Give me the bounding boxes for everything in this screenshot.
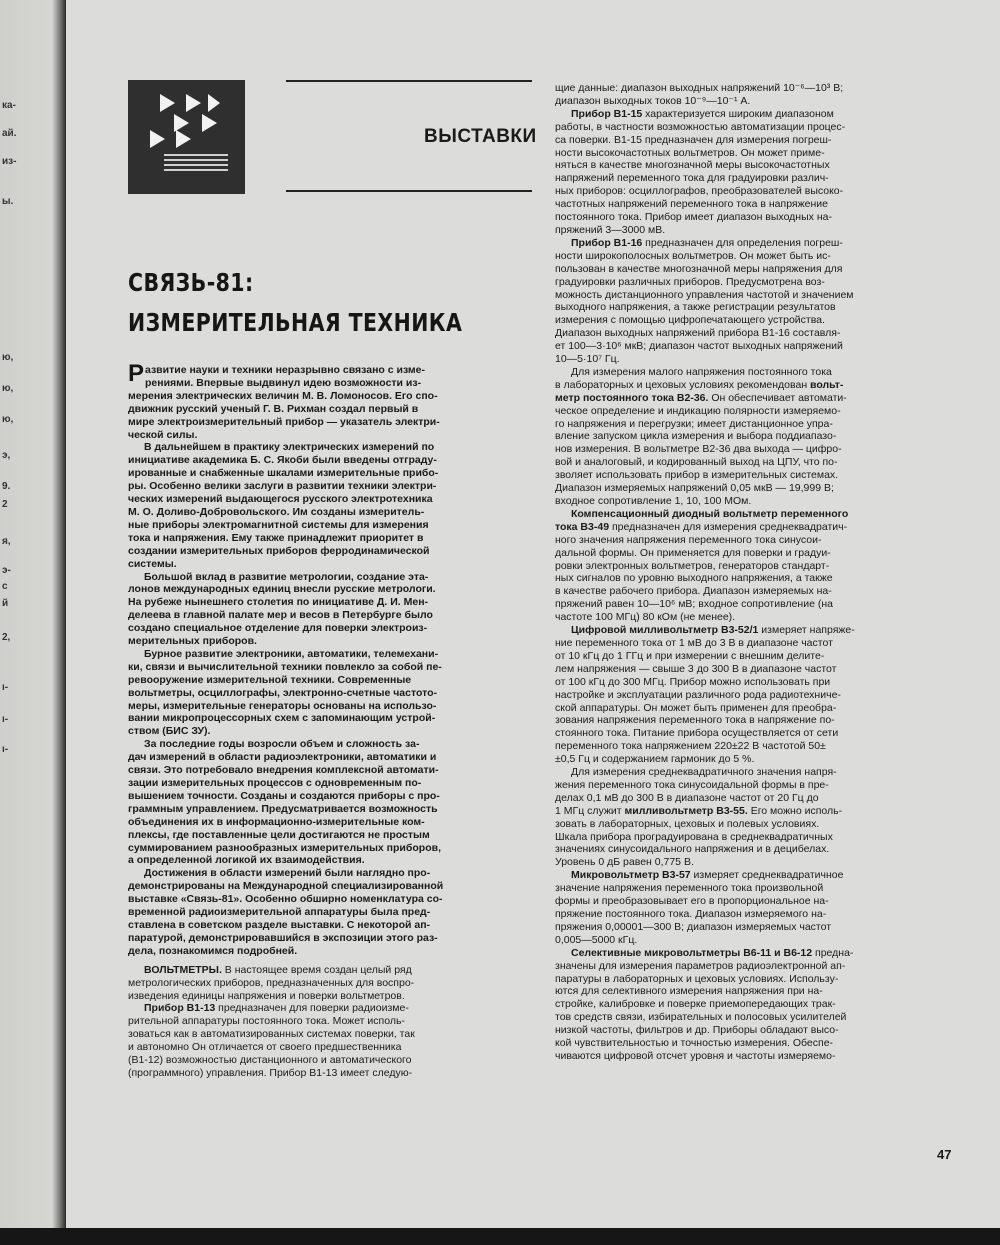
- text-line: частоте 100 МГц) 80 кОм (не менее).: [555, 611, 736, 624]
- text-line: частотных напряжений переменного тока в напряжение: [555, 198, 828, 211]
- text-line: зволяет использовать прибор в измерительных системах.: [555, 469, 839, 482]
- drop-cap: Р: [128, 360, 145, 387]
- text-line: ревооружение измерительной техники. Современные: [128, 673, 412, 686]
- text-line: ческое определение и индикацию полярности измеряемо-: [555, 404, 841, 417]
- text-line: (В1-12) возможностью дистанционного и автоматического: [128, 1054, 412, 1067]
- text-line: ческой силы.: [128, 428, 198, 441]
- logo-triangle: [202, 114, 217, 132]
- text-line: рениями. Впервые выдвинул идею возможности из-: [145, 376, 422, 389]
- text-line: переменного тока напряжением 220±22 В частотой 50±: [555, 740, 826, 753]
- section-rule-bottom: [286, 190, 532, 192]
- gutter-fragment: ı-: [2, 682, 9, 693]
- text-line: в лабораторных и цеховых условиях рекомендован вольт-: [555, 378, 844, 391]
- text-line: Диапазон выходных напряжений прибора В1-16 составля-: [555, 327, 841, 340]
- text-line: 10—5·10⁷ Гц.: [555, 353, 620, 366]
- text-line: паратурой, демонстрировавшийся в экспозиции этого раз-: [128, 931, 438, 944]
- text-line: можность дистанционного управления частотой и значением: [555, 288, 854, 301]
- article-column-left: [128, 364, 528, 1080]
- text-line: М. О. Доливо-Добровольского. Им созданы измеритель-: [128, 505, 425, 518]
- text-line: от 10 кГц до 1 ГГц и при измерении с внешним делите-: [555, 649, 825, 662]
- text-line: низкой частоты, фильтров и др. Приборы обладают высо-: [555, 1024, 839, 1037]
- text-line: суммированием разнообразных измерительных приборов,: [128, 841, 441, 854]
- text-line: зоваться как в автоматизированных системах поверки, так: [128, 1028, 415, 1041]
- text-line: ных приборов: осциллографов, преобразователей высоко-: [555, 185, 844, 198]
- logo-triangle: [176, 130, 191, 148]
- text-line: зования напряжения переменного тока в напряжение по-: [555, 714, 835, 727]
- text-line: пряжения 0,00001—300 В; диапазон измеряемых частот: [555, 920, 832, 933]
- text-line: метр постоянного тока В2-36. Он обеспечивает автомати-: [555, 391, 847, 404]
- text-line: ческих измерений выдающегося русского электротехника: [128, 493, 433, 506]
- text-line: настройке и эксплуатации различного рода радиотехниче-: [555, 688, 841, 701]
- gutter-fragment: э,: [2, 450, 11, 461]
- text-line: метрологических приборов, предназначенных для воспро-: [128, 976, 415, 989]
- text-line: За последние годы возросли объем и сложность за-: [144, 738, 420, 751]
- text-line: чиваются цифровой отсчет уровня и частоты измеряемо-: [555, 1049, 836, 1062]
- text-line: вышением точности. Созданы и создаются приборы с про-: [128, 789, 440, 802]
- article-headline-line1: СВЯЗЬ-81:: [128, 268, 254, 297]
- gutter-fragment: из-: [2, 156, 17, 167]
- text-line: входное сопротивление 1, 10, 100 МОм.: [555, 495, 752, 507]
- text-line: диапазон выходных токов 10⁻⁹—10⁻¹ А.: [555, 94, 751, 107]
- text-line: вой и аналоговый, и кодированный выход на ЦПУ, что по-: [555, 456, 838, 469]
- text-line: тов средств связи, избирательных и полосовых усилителей: [555, 1011, 847, 1024]
- text-line: выходного напряжения, а также регистрации результатов: [555, 301, 836, 314]
- text-line: пряжений равен 10—10⁶ мВ; входное сопротивление (на: [555, 598, 833, 611]
- text-line: ством (БИС ЗУ).: [128, 725, 211, 738]
- text-line: Шкала прибора проградуирована в среднеквадратичных: [555, 830, 833, 843]
- text-line: системы.: [128, 557, 177, 570]
- text-line: демонстрированы на Международной специализированной: [128, 880, 444, 893]
- text-line: изведения единицы напряжения и поверки вольтметров.: [128, 989, 405, 1002]
- page-number: 47: [937, 1147, 952, 1162]
- text-line: ного значения напряжения переменного тока синусои-: [555, 533, 822, 546]
- text-line: Селективные микровольтметры В6-11 и В6-12 предна-: [571, 946, 854, 959]
- text-line: Достижения в области измерений были наглядно про-: [144, 867, 431, 880]
- text-line: а определенной логикой их взаимодействия.: [128, 854, 365, 867]
- text-line: от 100 кГц до 300 МГц. Прибор можно использовать при: [555, 675, 831, 688]
- text-line: пользован в качестве многозначной меры напряжения для: [555, 262, 843, 275]
- text-line: Для измерения среднеквадратичного значения напря-: [571, 766, 837, 779]
- text-line: граммным управлением. Предусматривается возможность: [128, 802, 438, 815]
- text-line: зовать в лабораторных, цеховых и полевых условиях.: [555, 817, 820, 830]
- gutter-fragment: э-: [2, 565, 11, 576]
- text-line: ровки электронных вольтметров, генераторов стандарт-: [555, 559, 830, 572]
- text-line: измерения с помощью цифропечатающего устройства.: [555, 314, 825, 327]
- section-label: ВЫСТАВКИ: [424, 126, 537, 147]
- text-line: На рубеже нынешнего столетия по инициативе Д. И. Мен-: [128, 596, 429, 609]
- text-line: объединения их в информационно-измерительные ком-: [128, 815, 425, 828]
- gutter-fragment: ю,: [2, 383, 14, 394]
- text-line: зации измерительных процессов с одновременным по-: [128, 777, 422, 789]
- text-line: дач измерений в области радиоэлектроники, автоматики и: [128, 751, 437, 764]
- text-line: выставке «Связь-81». Особенно обширно номенклатура со-: [128, 893, 443, 906]
- text-line: го напряжения и перегрузки; имеет дистанционное упра-: [555, 417, 833, 430]
- text-line: градуировки различных приборов. Предусмотрена воз-: [555, 275, 825, 288]
- text-line: Прибор В1-16 предназначен для определения погреш-: [571, 236, 843, 249]
- text-line: и автономно Он отличается от своего предшественника: [128, 1041, 402, 1054]
- article-column-right: [555, 82, 959, 1063]
- text-line: Бурное развитие электроники, автоматики, телемехани-: [144, 647, 439, 660]
- gutter-fragment: й: [2, 598, 9, 609]
- text-line: тока и напряжения. Ему также принадлежит приоритет в: [128, 531, 424, 544]
- text-line: движник русский ученый Г. В. Рихман создал первый в: [128, 402, 419, 415]
- text-line: са поверки. В1-15 предназначен для измерения погреш-: [555, 133, 832, 146]
- previous-page-gutter: [0, 0, 66, 1228]
- text-line: создано специальное отделение для поверки электроиз-: [128, 622, 428, 635]
- text-line: кой чувствительностью и точностью измерения. Обеспе-: [555, 1037, 834, 1050]
- logo-triangle: [160, 94, 175, 112]
- gutter-fragment: ка-: [2, 100, 16, 111]
- text-line: мире электроизмерительный прибор — указатель электри-: [128, 415, 440, 428]
- text-line: временной радиоизмерительной аппаратуры была пред-: [128, 906, 431, 919]
- text-line: ±0,5 Гц и содержанием гармоник до 5 %.: [555, 753, 755, 766]
- gutter-fragment: ю,: [2, 352, 14, 363]
- text-line: работы, в частности возможностью автоматизации процес-: [555, 120, 846, 133]
- text-line: (программного) управления. Прибор В1-13 имеет следую-: [128, 1066, 413, 1079]
- text-line: тока В3-49 предназначен для измерения среднеквадратич-: [555, 520, 848, 533]
- text-line: няться в качестве многозначной меры высокочастотных: [555, 159, 830, 172]
- text-line: ры. Особенно велики заслуги в развитии техники электри-: [128, 480, 437, 493]
- text-line: ности широкополосных вольтметров. Он может быть ис-: [555, 249, 831, 262]
- section-rule-top: [286, 80, 532, 82]
- text-line: в качестве рабочего прибора. Диапазон измеряемых на-: [555, 585, 832, 598]
- text-line: мерения электрических величин М. В. Ломоносов. Его спо-: [128, 389, 438, 402]
- exhibition-logo: [128, 80, 245, 194]
- article-headline-line2: ИЗМЕРИТЕЛЬНАЯ ТЕХНИКА: [128, 308, 463, 337]
- text-line: Прибор В1-15 характеризуется широким диапазоном: [571, 107, 834, 120]
- gutter-fragment: 2,: [2, 632, 11, 643]
- text-line: Для измерения малого напряжения постоянного тока: [571, 365, 832, 378]
- text-line: постоянного тока. Прибор имеет диапазон выходных на-: [555, 211, 832, 224]
- gutter-fragment: ю,: [2, 414, 14, 425]
- text-line: ет 100—3·10⁶ мкВ; диапазон частот выходных напряжений: [555, 340, 843, 353]
- text-line: ности высокочастотных вольтметров. Он может приме-: [555, 146, 825, 159]
- gutter-fragment: ай.: [2, 128, 17, 139]
- text-line: стоянного тока. Питание прибора осуществляется от сети: [555, 727, 839, 740]
- text-line: щие данные: диапазон выходных напряжений 10⁻⁶—10³ В;: [555, 82, 844, 94]
- text-line: Диапазон измеряемых напряжений 0,05 мкВ — 19,999 В;: [555, 482, 834, 495]
- text-line: В дальнейшем в практику электрических измерений по: [144, 441, 435, 454]
- text-line: ВОЛЬТМЕТРЫ. В настоящее время создан целый ряд: [144, 963, 412, 976]
- logo-triangle: [186, 94, 201, 112]
- text-line: ных сигналов по уровню выходного напряжения, а также: [555, 572, 833, 585]
- text-line: делеева в главной палате мер и весов в Петербурге было: [128, 609, 433, 622]
- text-line: вольтметры, осциллографы, электронно-счетные частото-: [128, 686, 438, 699]
- text-line: напряжений переменного тока для градуировки различ-: [555, 172, 829, 185]
- text-line: меры, измерительные генераторы основаны на использо-: [128, 699, 437, 712]
- text-line: пряжений 3—3000 мВ.: [555, 223, 666, 236]
- gutter-fragment: я,: [2, 536, 11, 547]
- text-line: плексы, где поставленные цели достигаются не простым: [128, 828, 430, 841]
- text-line: вление запуском цикла измерения и выбора поддиапазо-: [555, 430, 837, 443]
- logo-triangle: [150, 130, 165, 148]
- text-line: Цифровой милливольтметр В3-52/1 измеряет напряже-: [571, 624, 855, 637]
- text-line: пряжение постоянного тока. Диапазон измеряемого на-: [555, 908, 827, 920]
- text-line: дальной формы. Он применяется для поверки и градуи-: [555, 546, 831, 559]
- text-line: инициативе академика Б. С. Якоби были введены отграду-: [128, 454, 437, 467]
- gutter-fragment: 9.: [2, 481, 11, 492]
- text-line: связи. Это потребовало внедрения комплексной автомати-: [128, 764, 439, 777]
- gutter-fragment: ы.: [2, 196, 14, 207]
- text-line: 1 МГц служит милливольтметр В3-55. Его можно исполь-: [555, 804, 843, 817]
- text-line: формы и преобразовывает его в пропорциональное на-: [555, 895, 829, 908]
- text-line: Уровень 0 дБ равен 0,775 В.: [555, 856, 694, 869]
- text-line: ставлена в советском разделе выставки. С некоторой ап-: [128, 918, 431, 931]
- text-line: рительной аппаратуры постоянного тока. Может исполь-: [128, 1015, 405, 1028]
- gutter-fragment: ı-: [2, 744, 9, 755]
- gutter-fragment: с: [2, 581, 8, 592]
- text-line: лонов международных единиц внесли русские метрологи.: [128, 583, 436, 596]
- text-line: ированные и снабженные шкалами измерительные прибо-: [128, 467, 439, 480]
- text-line: дела, познакомимся подробней.: [128, 944, 298, 957]
- text-line: вании микропроцессорных схем с запоминающим устрой-: [128, 712, 436, 725]
- text-line: значены для измерения параметров радиоэлектронной ап-: [555, 959, 846, 972]
- logo-bars: [164, 154, 228, 178]
- text-line: лем напряжения — свыше 3 до 300 В в диапазоне частот: [555, 662, 837, 675]
- text-line: нов измерения. В вольтметре В2-36 два выхода — цифро-: [555, 443, 842, 456]
- text-line: создании измерительных приборов ферродинамической: [128, 544, 430, 557]
- text-line: стройке, калибровке и поверке приемопередающих трак-: [555, 998, 836, 1011]
- text-line: ской аппаратуры. Он может быть применен для преобра-: [555, 701, 837, 714]
- text-line: мерительных приборов.: [128, 635, 257, 648]
- text-line: ки, связи и вычислительной техники повлекло за собой пе-: [128, 660, 442, 673]
- text-line: Компенсационный диодный вольтметр переменного: [571, 507, 849, 520]
- text-line: 0,005—5000 кГц.: [555, 933, 638, 946]
- text-line: азвитие науки и техники неразрывно связано с изме-: [145, 364, 426, 376]
- text-line: значениях синусоидального напряжения и в децибелах.: [555, 843, 830, 856]
- text-line: делах 0,1 мВ до 300 В в диапазоне частот от 20 Гц до: [555, 791, 819, 804]
- text-line: Большой вклад в развитие метрологии, создание эта-: [144, 570, 429, 583]
- text-line: значение напряжения переменного тока произвольной: [555, 882, 824, 895]
- text-line: Прибор В1-13 предназначен для поверки радиоизме-: [144, 1002, 409, 1015]
- scan-border: [0, 1228, 1000, 1245]
- text-line: ются для селективного измерения напряжения при на-: [555, 985, 823, 998]
- text-line: жения переменного тока синусоидальной формы в пре-: [555, 778, 829, 791]
- gutter-fragment: 2: [2, 499, 8, 510]
- text-line: паратуры в лабораторных и цеховых условиях. Использу-: [555, 972, 839, 985]
- gutter-fragment: ı-: [2, 714, 9, 725]
- text-line: ные приборы электромагнитной системы для измерения: [128, 518, 429, 531]
- text-line: Микровольтметр В3-57 измеряет среднеквадратичное: [571, 869, 844, 882]
- logo-triangle: [208, 94, 220, 112]
- text-line: ние переменного тока от 1 мВ до 3 В в диапазоне частот: [555, 636, 833, 649]
